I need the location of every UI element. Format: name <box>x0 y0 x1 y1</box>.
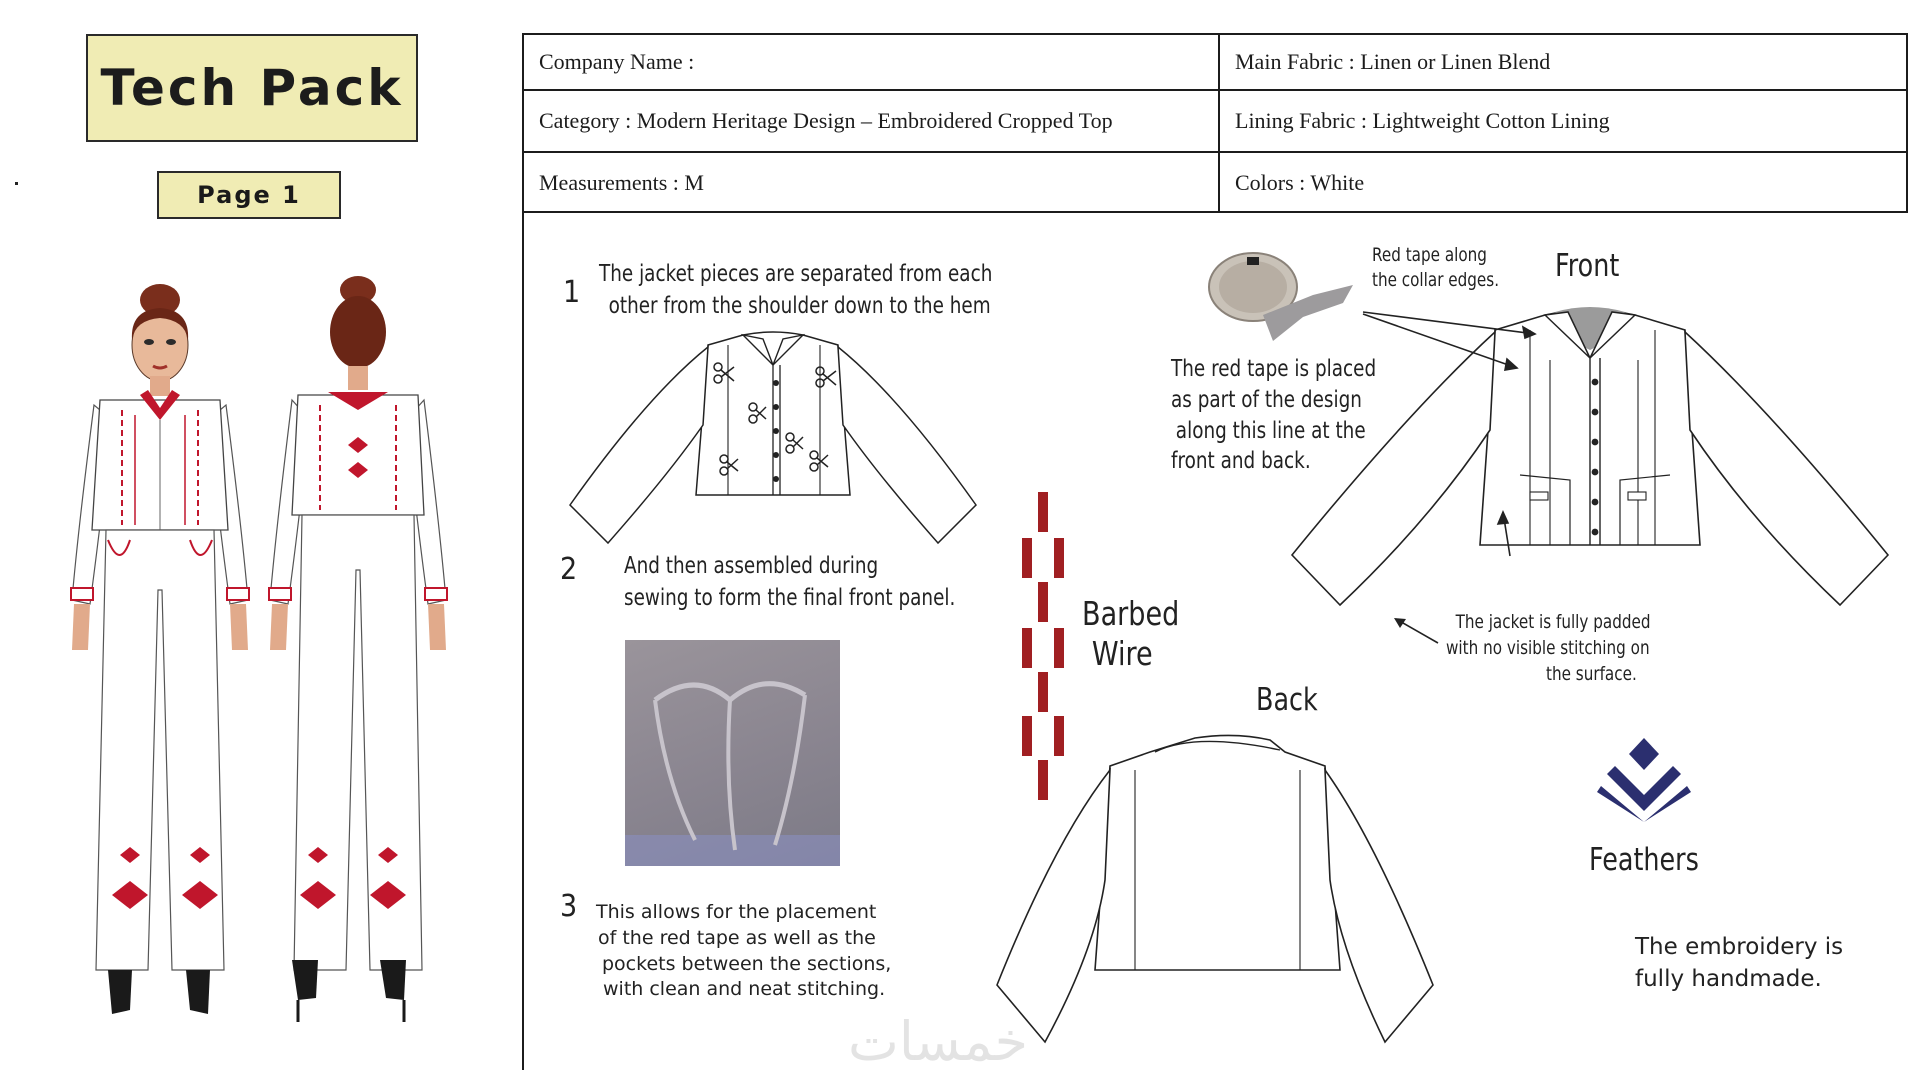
step-3-line-2: of the red tape as well as the <box>598 926 876 949</box>
spec-info-table <box>522 33 1908 213</box>
placement-note-line-4: front and back. <box>1171 448 1311 475</box>
page-number-badge: Page 1 <box>157 171 341 219</box>
placement-note-line-1: The red tape is placed <box>1171 356 1377 382</box>
barbed-wire-label <box>1082 594 1179 675</box>
embroidery-note <box>1635 931 1843 995</box>
padding-note-line-1: The jacket is fully padded <box>1455 611 1651 633</box>
barbed-wire-label-line-2: Wire <box>1091 634 1153 674</box>
step-3-number: 3 <box>560 889 578 924</box>
placement-note-line-3: along this line at the <box>1175 417 1366 444</box>
step-1-number: 1 <box>563 275 581 310</box>
step-2-number: 2 <box>560 552 578 587</box>
padding-note <box>1446 609 1651 688</box>
step-3-line-3: pockets between the sections, <box>602 952 892 975</box>
khamsat-watermark: خمسات <box>848 1010 1029 1073</box>
stray-mark <box>15 182 18 185</box>
padded-note-arrow <box>1390 615 1440 645</box>
model-back-view <box>258 270 458 1030</box>
padding-note-line-3: the surface. <box>1546 663 1637 686</box>
feathers-motif <box>1597 738 1691 822</box>
step-2-line-2: sewing to form the final front panel. <box>624 584 956 611</box>
colors-cell: Colors : White <box>1218 151 1908 213</box>
main-fabric-cell: Main Fabric : Linen or Linen Blend <box>1218 33 1908 89</box>
embroidery-note-line-2: fully handmade. <box>1635 966 1822 993</box>
placement-note-line-2: as part of the design <box>1171 386 1362 413</box>
barbed-wire-label-line-1: Barbed <box>1082 594 1180 633</box>
collar-tape-note-line-2: the collar edges. <box>1372 269 1500 292</box>
collar-tape-note-line-1: Red tape along <box>1372 244 1487 266</box>
category-cell: Category : Modern Heritage Design – Embroidered Cropped Top <box>522 89 1218 151</box>
feathers-label: Feathers <box>1589 842 1699 878</box>
jacket-back <box>292 395 424 515</box>
model-front-view <box>60 270 260 1030</box>
step-1-text <box>599 259 992 322</box>
step-1-cut-sketch <box>568 325 978 550</box>
annotation-arrows <box>1355 300 1575 660</box>
lining-fabric-cell: Lining Fabric : Lightweight Cotton Lining <box>1218 89 1908 151</box>
collar-tape-note <box>1372 243 1499 294</box>
step-2-text <box>624 551 955 614</box>
back-flat-sketch <box>995 730 1435 1050</box>
fabric-detail-photo <box>625 640 840 866</box>
step-3-line-4: with clean and neat stitching. <box>603 978 886 1001</box>
step-3-line-1: This allows for the placement <box>596 901 877 923</box>
tech-pack-title: Tech Pack <box>86 34 418 142</box>
embroidery-note-line-1: The embroidery is <box>1635 934 1844 960</box>
padding-note-line-2: with no visible stitching on <box>1446 637 1650 660</box>
back-view-label: Back <box>1256 682 1318 718</box>
step-2-line-1: And then assembled during <box>624 553 879 579</box>
company-name-cell: Company Name : <box>522 33 1218 89</box>
step-3-text <box>596 900 891 1003</box>
measurements-cell: Measurements : M <box>522 151 1218 213</box>
step-1-line-1: The jacket pieces are separated from each <box>599 261 993 287</box>
step-1-line-2: other from the shoulder down to the hem <box>608 292 991 319</box>
front-view-label: Front <box>1555 248 1620 284</box>
